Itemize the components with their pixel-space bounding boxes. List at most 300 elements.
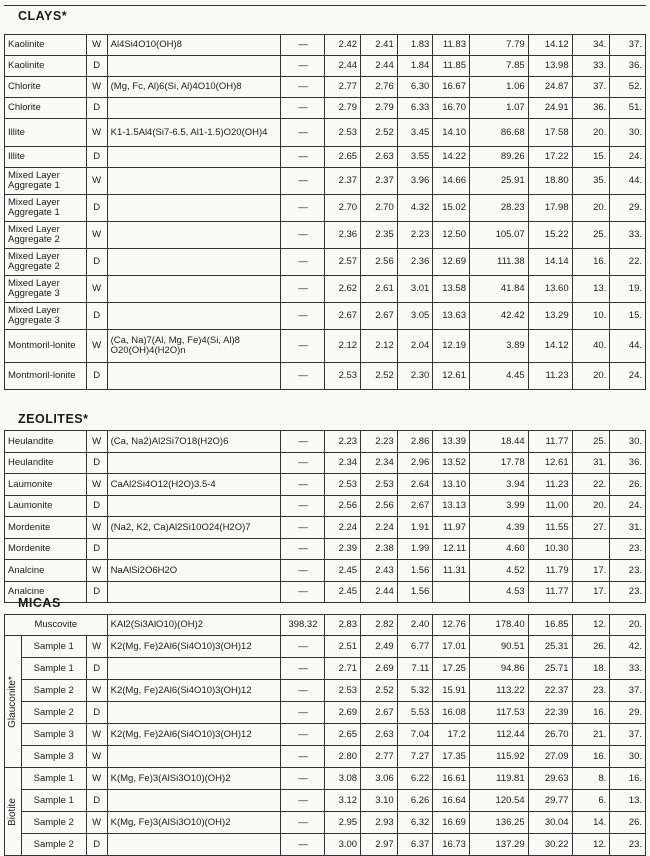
value-cell-c1: 2.37 <box>325 168 361 195</box>
chemical-formula <box>107 168 281 195</box>
molecular-weight: — <box>281 56 325 77</box>
wet-dry-flag: D <box>86 658 107 680</box>
value-cell-c1: 2.70 <box>325 195 361 222</box>
value-cell-c3: 7.04 <box>397 724 433 746</box>
molecular-weight: — <box>281 658 325 680</box>
value-cell-c7: 26. <box>572 636 610 658</box>
value-cell-c8: 29. <box>610 702 646 724</box>
value-cell-c5: 18.44 <box>470 431 529 453</box>
value-cell-c6: 11.00 <box>528 496 572 517</box>
value-cell-c8: 19. <box>610 276 646 303</box>
wet-dry-flag: D <box>86 249 107 276</box>
chemical-formula: K2(Mg, Fe)2Al6(Si4O10)3(OH)12 <box>107 636 281 658</box>
table-row <box>5 702 646 724</box>
value-cell-c1: 2.36 <box>325 222 361 249</box>
value-cell-c7: 17. <box>572 560 610 582</box>
value-cell-c2: 2.82 <box>361 615 398 636</box>
molecular-weight: — <box>281 724 325 746</box>
section-title-zeolites: ZEOLITES* <box>18 412 89 426</box>
value-cell-c4: 14.10 <box>433 119 470 147</box>
chemical-formula <box>107 453 281 474</box>
value-cell-c1: 2.67 <box>325 303 361 330</box>
mineral-name: Analcine <box>5 560 87 582</box>
value-cell-c8: 33. <box>610 658 646 680</box>
wet-dry-flag: W <box>86 636 107 658</box>
value-cell-c1: 3.12 <box>325 790 361 812</box>
molecular-weight: — <box>281 496 325 517</box>
molecular-weight: — <box>281 746 325 768</box>
chemical-formula <box>107 222 281 249</box>
value-cell-c2: 2.38 <box>361 539 398 560</box>
mineral-name: Muscovite <box>5 615 108 636</box>
value-cell-c4: 15.02 <box>433 195 470 222</box>
value-cell-c2: 2.67 <box>361 303 398 330</box>
value-cell-c3: 6.32 <box>397 812 433 834</box>
value-cell-c3: 2.67 <box>397 496 433 517</box>
chemical-formula <box>107 147 281 168</box>
value-cell-c6: 25.71 <box>528 658 572 680</box>
value-cell-c8: 36. <box>610 56 646 77</box>
chemical-formula: (Ca, Na2)Al2Si7O18(H2O)6 <box>107 431 281 453</box>
wet-dry-flag: W <box>86 35 107 56</box>
value-cell-c6: 15.22 <box>528 222 572 249</box>
table-row <box>5 636 646 658</box>
value-cell-c6: 14.12 <box>528 35 572 56</box>
molecular-weight: — <box>281 119 325 147</box>
value-cell-c8: 36. <box>610 453 646 474</box>
table-row <box>5 147 646 168</box>
value-cell-c6: 12.61 <box>528 453 572 474</box>
value-cell-c1: 2.44 <box>325 56 361 77</box>
table-row <box>5 222 646 249</box>
value-cell-c5: 112.44 <box>469 724 528 746</box>
wet-dry-flag: W <box>86 746 107 768</box>
mineral-name: Heulandite <box>5 431 87 453</box>
value-cell-c6: 14.14 <box>528 249 572 276</box>
biotite-group-label <box>5 768 22 856</box>
value-cell-c7: 16. <box>572 702 610 724</box>
mineral-name: Montmoril-lonite <box>5 330 87 363</box>
value-cell-c4: 11.85 <box>433 56 470 77</box>
value-cell-c8: 51. <box>610 98 646 119</box>
table-row <box>5 98 646 119</box>
value-cell-c3: 5.53 <box>397 702 433 724</box>
value-cell-c4: 16.67 <box>433 77 470 98</box>
mineral-name: Laumonite <box>5 474 87 496</box>
value-cell-c3: 2.30 <box>397 363 433 390</box>
value-cell-c6: 30.22 <box>528 834 572 856</box>
value-cell-c5: 115.92 <box>469 746 528 768</box>
glauconite-group-label <box>5 636 22 768</box>
molecular-weight: — <box>281 702 325 724</box>
chemical-formula: (Na2, K2, Ca)Al2Si10O24(H2O)7 <box>107 517 281 539</box>
wet-dry-flag: W <box>86 119 107 147</box>
chemical-formula <box>107 98 281 119</box>
molecular-weight: — <box>281 517 325 539</box>
table-row <box>5 539 646 560</box>
value-cell-c6: 22.39 <box>528 702 572 724</box>
value-cell-c4: 11.31 <box>433 560 470 582</box>
value-cell-c2: 2.70 <box>361 195 398 222</box>
value-cell-c6: 24.87 <box>528 77 572 98</box>
value-cell-c1: 2.45 <box>325 560 361 582</box>
table-row <box>5 330 646 363</box>
value-cell-c3: 1.84 <box>397 56 433 77</box>
molecular-weight: — <box>281 560 325 582</box>
value-cell-c6: 11.77 <box>528 582 572 603</box>
wet-dry-flag: W <box>86 222 107 249</box>
value-cell-c2: 2.34 <box>361 453 398 474</box>
mineral-name: Illite <box>5 147 87 168</box>
value-cell-c2: 2.97 <box>361 834 398 856</box>
value-cell-c8: 24. <box>610 496 646 517</box>
value-cell-c4: 17.25 <box>433 658 470 680</box>
value-cell-c8: 29. <box>610 195 646 222</box>
value-cell-c8: 23. <box>610 560 646 582</box>
chemical-formula: NaAlSi2O6H2O <box>107 560 281 582</box>
chemical-formula: (Mg, Fc, Al)6(Si, Al)4O10(OH)8 <box>107 77 281 98</box>
section-title-clays: CLAYS* <box>18 9 68 23</box>
value-cell-c3: 1.99 <box>397 539 433 560</box>
table-row <box>5 582 646 603</box>
chemical-formula <box>107 702 281 724</box>
value-cell-c3: 6.22 <box>397 768 433 790</box>
value-cell-c6: 29.77 <box>528 790 572 812</box>
value-cell-c4: 12.61 <box>433 363 470 390</box>
value-cell-c4: 13.13 <box>433 496 470 517</box>
value-cell-c4: 17.01 <box>433 636 470 658</box>
value-cell-c5: 137.29 <box>469 834 528 856</box>
value-cell-c4: 16.69 <box>433 812 470 834</box>
value-cell-c7: 25. <box>572 431 610 453</box>
value-cell-c7: 37. <box>572 77 610 98</box>
molecular-weight: — <box>281 98 325 119</box>
value-cell-c8: 20. <box>610 615 646 636</box>
mineral-name: Illite <box>5 119 87 147</box>
value-cell-c3: 1.91 <box>397 517 433 539</box>
value-cell-c6: 11.23 <box>528 474 572 496</box>
value-cell-c4: 11.97 <box>433 517 470 539</box>
value-cell-c2: 2.56 <box>361 249 398 276</box>
value-cell-c2: 2.63 <box>361 147 398 168</box>
value-cell-c5: 117.53 <box>469 702 528 724</box>
value-cell-c4: 12.76 <box>433 615 470 636</box>
wet-dry-flag: D <box>86 453 107 474</box>
value-cell-c5: 42.42 <box>470 303 529 330</box>
chemical-formula <box>107 303 281 330</box>
wet-dry-flag: W <box>86 474 107 496</box>
micas-table <box>4 614 646 856</box>
value-cell-c2: 2.53 <box>361 474 398 496</box>
value-cell-c2: 2.52 <box>361 363 398 390</box>
value-cell-c5: 7.79 <box>470 35 529 56</box>
chemical-formula: Al4Si4O10(OH)8 <box>107 35 281 56</box>
value-cell-c8: 31. <box>610 517 646 539</box>
mineral-name: Kaolinite <box>5 56 87 77</box>
mineral-name: Analcine <box>5 582 87 603</box>
mineral-name: Mixed Layer Aggregate 1 <box>5 168 87 195</box>
value-cell-c2: 2.79 <box>361 98 398 119</box>
table-row <box>5 35 646 56</box>
value-cell-c2: 2.56 <box>361 496 398 517</box>
wet-dry-flag: W <box>86 431 107 453</box>
value-cell-c6: 25.31 <box>528 636 572 658</box>
mineral-name: Mixed Layer Aggregate 3 <box>5 276 87 303</box>
value-cell-c8: 26. <box>610 812 646 834</box>
value-cell-c7: 35. <box>572 168 610 195</box>
sample-name: Sample 3 <box>21 746 86 768</box>
value-cell-c5: 178.40 <box>469 615 528 636</box>
table-row <box>5 834 646 856</box>
mineral-name: Chlorite <box>5 98 87 119</box>
value-cell-c3: 2.36 <box>397 249 433 276</box>
value-cell-c6: 13.60 <box>528 276 572 303</box>
wet-dry-flag: D <box>86 790 107 812</box>
value-cell-c2: 2.12 <box>361 330 398 363</box>
molecular-weight: — <box>281 363 325 390</box>
molecular-weight: — <box>281 303 325 330</box>
value-cell-c5: 3.99 <box>470 496 529 517</box>
value-cell-c1: 2.56 <box>325 496 361 517</box>
value-cell-c8: 37. <box>610 724 646 746</box>
value-cell-c4: 13.10 <box>433 474 470 496</box>
value-cell-c1: 2.53 <box>325 119 361 147</box>
value-cell-c1: 2.39 <box>325 539 361 560</box>
value-cell-c2: 2.76 <box>361 77 398 98</box>
value-cell-c8: 42. <box>610 636 646 658</box>
table-row <box>5 453 646 474</box>
wet-dry-flag: D <box>86 582 107 603</box>
value-cell-c7: 15. <box>572 147 610 168</box>
sample-name: Sample 2 <box>21 834 86 856</box>
value-cell-c8: 23. <box>610 539 646 560</box>
value-cell-c3: 3.01 <box>397 276 433 303</box>
molecular-weight: — <box>281 768 325 790</box>
table-row <box>5 77 646 98</box>
value-cell-c1: 3.00 <box>325 834 361 856</box>
value-cell-c4: 13.52 <box>433 453 470 474</box>
value-cell-c6: 29.63 <box>528 768 572 790</box>
value-cell-c3: 2.64 <box>397 474 433 496</box>
value-cell-c7: 8. <box>572 768 610 790</box>
molecular-weight: — <box>281 168 325 195</box>
table-row <box>5 724 646 746</box>
value-cell-c7: 12. <box>572 615 610 636</box>
value-cell-c1: 2.65 <box>325 724 361 746</box>
section-title-micas: MICAS <box>18 596 61 610</box>
value-cell-c5: 89.26 <box>470 147 529 168</box>
sample-name: Sample 1 <box>21 658 86 680</box>
value-cell-c3: 2.23 <box>397 222 433 249</box>
value-cell-c4: 14.66 <box>433 168 470 195</box>
value-cell-c4: 16.61 <box>433 768 470 790</box>
value-cell-c2: 2.61 <box>361 276 398 303</box>
table-row <box>5 812 646 834</box>
table-row <box>5 746 646 768</box>
value-cell-c1: 2.53 <box>325 363 361 390</box>
value-cell-c2: 2.44 <box>361 582 398 603</box>
value-cell-c7: 18. <box>572 658 610 680</box>
chemical-formula <box>107 56 281 77</box>
value-cell-c1: 2.83 <box>325 615 361 636</box>
value-cell-c2: 2.49 <box>361 636 398 658</box>
table-row <box>5 119 646 147</box>
value-cell-c6: 17.98 <box>528 195 572 222</box>
value-cell-c8: 30. <box>610 746 646 768</box>
chemical-formula <box>107 276 281 303</box>
value-cell-c5: 94.86 <box>469 658 528 680</box>
value-cell-c8: 13. <box>610 790 646 812</box>
molecular-weight: — <box>281 582 325 603</box>
wet-dry-flag: D <box>86 303 107 330</box>
value-cell-c1: 3.08 <box>325 768 361 790</box>
mineral-name: Chlorite <box>5 77 87 98</box>
value-cell-c5: 3.94 <box>470 474 529 496</box>
table-row <box>5 680 646 702</box>
value-cell-c5: 17.78 <box>470 453 529 474</box>
value-cell-c4: 16.64 <box>433 790 470 812</box>
value-cell-c2: 2.23 <box>361 431 398 453</box>
value-cell-c1: 2.42 <box>325 35 361 56</box>
chemical-formula <box>107 195 281 222</box>
table-row <box>5 303 646 330</box>
molecular-weight: — <box>281 790 325 812</box>
value-cell-c3: 2.86 <box>397 431 433 453</box>
value-cell-c4: 16.73 <box>433 834 470 856</box>
chemical-formula <box>107 249 281 276</box>
value-cell-c7: 6. <box>572 790 610 812</box>
value-cell-c7: 22. <box>572 474 610 496</box>
mineral-name: Heulandite <box>5 453 87 474</box>
mineral-name: Kaolinite <box>5 35 87 56</box>
wet-dry-flag: D <box>86 195 107 222</box>
molecular-weight: — <box>281 330 325 363</box>
value-cell-c8: 23. <box>610 834 646 856</box>
value-cell-c1: 2.12 <box>325 330 361 363</box>
table-row <box>5 474 646 496</box>
value-cell-c7: 34. <box>572 35 610 56</box>
value-cell-c1: 2.51 <box>325 636 361 658</box>
molecular-weight: — <box>281 453 325 474</box>
table-row <box>5 363 646 390</box>
molecular-weight: — <box>281 431 325 453</box>
value-cell-c2: 2.52 <box>361 680 398 702</box>
wet-dry-flag: D <box>86 496 107 517</box>
value-cell-c3: 3.45 <box>397 119 433 147</box>
chemical-formula <box>107 582 281 603</box>
value-cell-c4: 17.35 <box>433 746 470 768</box>
value-cell-c7: 12. <box>572 834 610 856</box>
value-cell-c2: 3.10 <box>361 790 398 812</box>
value-cell-c3: 2.40 <box>397 615 433 636</box>
value-cell-c2: 2.24 <box>361 517 398 539</box>
wet-dry-flag: W <box>86 560 107 582</box>
molecular-weight: — <box>281 680 325 702</box>
value-cell-c7: 23. <box>572 680 610 702</box>
molecular-weight: — <box>281 636 325 658</box>
value-cell-c3: 1.56 <box>397 582 433 603</box>
value-cell-c6: 27.09 <box>528 746 572 768</box>
value-cell-c7: 14. <box>572 812 610 834</box>
value-cell-c3: 2.96 <box>397 453 433 474</box>
value-cell-c8: 24. <box>610 363 646 390</box>
value-cell-c5: 25.91 <box>470 168 529 195</box>
wet-dry-flag: D <box>86 834 107 856</box>
wet-dry-flag: D <box>86 147 107 168</box>
table-row <box>5 56 646 77</box>
wet-dry-flag: D <box>86 702 107 724</box>
chemical-formula <box>107 834 281 856</box>
value-cell-c6: 26.70 <box>528 724 572 746</box>
value-cell-c3: 6.26 <box>397 790 433 812</box>
value-cell-c4: 12.19 <box>433 330 470 363</box>
value-cell-c3: 3.55 <box>397 147 433 168</box>
previous-table-edge <box>4 0 646 6</box>
value-cell-c8: 33. <box>610 222 646 249</box>
value-cell-c1: 2.95 <box>325 812 361 834</box>
value-cell-c1: 2.79 <box>325 98 361 119</box>
value-cell-c8: 37. <box>610 680 646 702</box>
table-row <box>5 168 646 195</box>
molecular-weight: — <box>281 812 325 834</box>
table-row <box>5 431 646 453</box>
value-cell-c4: 16.08 <box>433 702 470 724</box>
molecular-weight: — <box>281 474 325 496</box>
value-cell-c2: 2.52 <box>361 119 398 147</box>
value-cell-c5: 4.60 <box>470 539 529 560</box>
molecular-weight: — <box>281 222 325 249</box>
mineral-name: Mordenite <box>5 517 87 539</box>
value-cell-c7: 20. <box>572 363 610 390</box>
value-cell-c5: 1.07 <box>470 98 529 119</box>
value-cell-c8: 37. <box>610 35 646 56</box>
sample-name: Sample 3 <box>21 724 86 746</box>
table-row <box>5 560 646 582</box>
value-cell-c3: 3.05 <box>397 303 433 330</box>
chemical-formula: K1-1.5Al4(Si7-6.5, Al1-1.5)O20(OH)4 <box>107 119 281 147</box>
value-cell-c5: 120.54 <box>469 790 528 812</box>
value-cell-c1: 2.53 <box>325 680 361 702</box>
biotite-group-label-text: Biotite <box>6 797 18 826</box>
value-cell-c2: 2.41 <box>361 35 398 56</box>
value-cell-c7: 20. <box>572 496 610 517</box>
value-cell-c3: 7.27 <box>397 746 433 768</box>
value-cell-c3: 6.37 <box>397 834 433 856</box>
value-cell-c3: 1.83 <box>397 35 433 56</box>
value-cell-c6: 11.77 <box>528 431 572 453</box>
value-cell-c5: 1.06 <box>470 77 529 98</box>
molecular-weight: — <box>281 276 325 303</box>
value-cell-c6: 11.23 <box>528 363 572 390</box>
value-cell-c3: 6.77 <box>397 636 433 658</box>
value-cell-c7: 17. <box>572 582 610 603</box>
value-cell-c1: 2.62 <box>325 276 361 303</box>
table-row <box>5 517 646 539</box>
table-row <box>5 658 646 680</box>
value-cell-c7: 16. <box>572 249 610 276</box>
chemical-formula: KAl2(Si3AlO10)(OH)2 <box>107 615 281 636</box>
value-cell-c6: 11.79 <box>528 560 572 582</box>
value-cell-c6: 24.91 <box>528 98 572 119</box>
value-cell-c2: 2.67 <box>361 702 398 724</box>
value-cell-c7: 36. <box>572 98 610 119</box>
sample-name: Sample 2 <box>21 680 86 702</box>
value-cell-c1: 2.77 <box>325 77 361 98</box>
value-cell-c7: 20. <box>572 195 610 222</box>
glauconite-group-label-text: Glauconite* <box>6 675 18 728</box>
table-row <box>5 768 646 790</box>
value-cell-c4: 17.2 <box>433 724 470 746</box>
